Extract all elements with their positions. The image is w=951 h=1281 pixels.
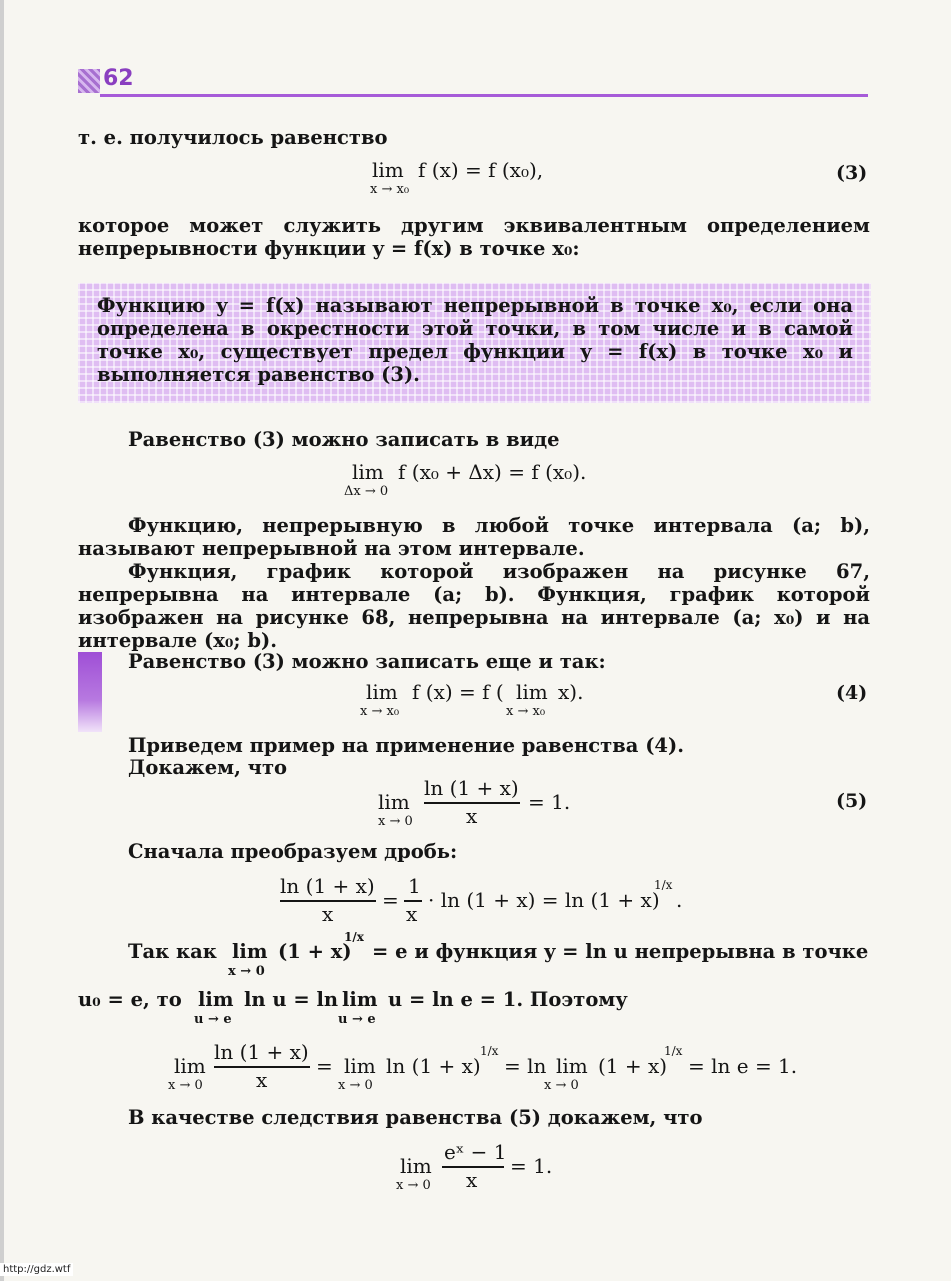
- last-num: eˣ − 1: [444, 1140, 507, 1164]
- chain-part3: (1 + x): [598, 1054, 668, 1078]
- chain-sub2: x → 0: [338, 1078, 373, 1093]
- formula-4-lim1: lim: [366, 680, 398, 704]
- since-lim: lim: [232, 940, 268, 963]
- paragraph-transform: Сначала преобразуем дробь:: [128, 840, 458, 863]
- formula-4-sub1: x → x₀: [360, 704, 400, 719]
- formula-3-sub: x → x₀: [370, 182, 410, 197]
- formula-5: [378, 776, 578, 829]
- header-rule: [100, 94, 868, 97]
- since-text-a: Так как: [128, 940, 217, 963]
- watermark: http://gdz.wtf: [0, 1263, 73, 1276]
- paragraph-corollary: В качестве следствия равенства (5) докажем, что: [128, 1106, 703, 1129]
- chain-eq1: =: [316, 1054, 333, 1078]
- formula-chain: [168, 1040, 798, 1093]
- formula-transform-exp: 1/x: [654, 878, 673, 892]
- formula-5-rhs: = 1.: [528, 790, 571, 814]
- formula-transform: [280, 874, 683, 926]
- equation-number-4: (4): [836, 682, 868, 704]
- paragraph-rewrite: Равенство (3) можно записать в виде: [128, 428, 560, 451]
- paragraph-example: Приведем пример на применение равенства (4).: [128, 734, 684, 757]
- last-rhs: = 1.: [510, 1154, 553, 1178]
- formula-5-den: x: [466, 804, 478, 828]
- formula-3-expr: f (x) = f (x₀),: [418, 158, 544, 182]
- chain-exp2: 1/x: [664, 1044, 683, 1058]
- formula-delta-sub: Δx → 0: [344, 484, 389, 499]
- since-sub: x → 0: [228, 964, 265, 979]
- chain-num: ln (1 + x): [214, 1040, 309, 1064]
- formula-transform-den: x: [322, 902, 334, 926]
- last-sub: x → 0: [396, 1178, 431, 1193]
- formula-transform-mid: · ln (1 + x) = ln (1 + x): [428, 888, 660, 912]
- chain-den: x: [256, 1068, 268, 1092]
- u0-text-c: u = ln e = 1. Поэтому: [388, 988, 628, 1011]
- last-den: x: [466, 1168, 478, 1192]
- chain-exp1: 1/x: [480, 1044, 499, 1058]
- u0-lim1: lim: [198, 988, 234, 1011]
- paragraph-since: [128, 930, 870, 984]
- side-marker: [78, 652, 102, 732]
- u0-text-b: ln u = ln: [244, 988, 339, 1011]
- paragraph-interval-continuity-c: на этом интервале.: [364, 537, 585, 560]
- paragraph-intro: т. е. получилось равенство: [78, 126, 388, 149]
- paragraph-u0: [78, 988, 870, 1032]
- formula-last: [396, 1140, 596, 1193]
- since-text-c: = e и функция y = ln u непрерывна в точке: [372, 940, 869, 963]
- paragraph-figures: Функция, график которой изображен на рисунке 67, непрерывна на интервале (a; b). Функция, график которой изображен на рисунке 68, непрерывна на интервале (a; x₀) и на интервале (x₀; b).: [78, 560, 870, 652]
- header-ornament: [78, 69, 100, 93]
- u0-lim2: lim: [342, 988, 378, 1011]
- paragraph-another-form: Равенство (3) можно записать еще и так:: [128, 650, 606, 673]
- paragraph-interval-continuity-a: Функцию, непрерывную в любой точке интервала (a; b), называют: [78, 514, 870, 560]
- chain-lim1: lim: [174, 1054, 206, 1078]
- definition-text: Функцию y = f(x) называют непрерывной в точке x₀, если она определена в окрестности этой точки, в том числе и в самой точке x₀, существует предел функции y = f(x) в точке x₀ и выполняется равенство (3).: [97, 294, 853, 386]
- page-number: 62: [103, 66, 134, 91]
- formula-4-mid: f (x) = f (: [412, 680, 504, 704]
- formula-transform-num: ln (1 + x): [280, 874, 375, 898]
- chain-end: = ln e = 1.: [688, 1054, 798, 1078]
- chain-lim2: lim: [344, 1054, 376, 1078]
- formula-3-lim: lim: [372, 158, 404, 182]
- chain-eq2: = ln: [504, 1054, 547, 1078]
- formula-transform-eq: =: [382, 888, 399, 912]
- chain-lim3: lim: [556, 1054, 588, 1078]
- left-border: [0, 0, 4, 1281]
- formula-4-lim2: lim: [516, 680, 548, 704]
- formula-4-sub2: x → x₀: [506, 704, 546, 719]
- last-lim: lim: [400, 1154, 432, 1178]
- paragraph-prove: Докажем, что: [128, 756, 288, 779]
- page-header: [78, 64, 868, 98]
- formula-delta-expr: f (x₀ + Δx) = f (x₀).: [398, 460, 587, 484]
- formula-delta-lim: lim: [352, 460, 384, 484]
- formula-5-sub: x → 0: [378, 814, 413, 829]
- formula-5-lim: lim: [378, 790, 410, 814]
- since-exp: 1/x: [344, 930, 364, 944]
- formula-5-num: ln (1 + x): [424, 776, 519, 800]
- paragraph-equivalent-definition: которое может служить другим эквивалентным определением непрерывности функции y = f(x) в точке x₀:: [78, 214, 870, 260]
- formula-transform-c-den: x: [406, 902, 418, 926]
- formula-transform-end: .: [676, 888, 683, 912]
- u0-sub1: u → e: [194, 1012, 232, 1027]
- u0-text-a: u₀ = e, то: [78, 988, 182, 1011]
- since-text-b: (1 + x): [278, 940, 352, 963]
- equation-number-3: (3): [836, 162, 868, 184]
- chain-sub3: x → 0: [544, 1078, 579, 1093]
- u0-sub2: u → e: [338, 1012, 376, 1027]
- chain-part2: ln (1 + x): [386, 1054, 481, 1078]
- term-continuous: непрерывной: [201, 537, 358, 560]
- equation-number-5: (5): [836, 790, 868, 812]
- chain-sub1: x → 0: [168, 1078, 203, 1093]
- formula-transform-c-top: 1: [408, 874, 421, 898]
- formula-4-end: x).: [558, 680, 584, 704]
- paragraph-interval-continuity: [78, 514, 870, 560]
